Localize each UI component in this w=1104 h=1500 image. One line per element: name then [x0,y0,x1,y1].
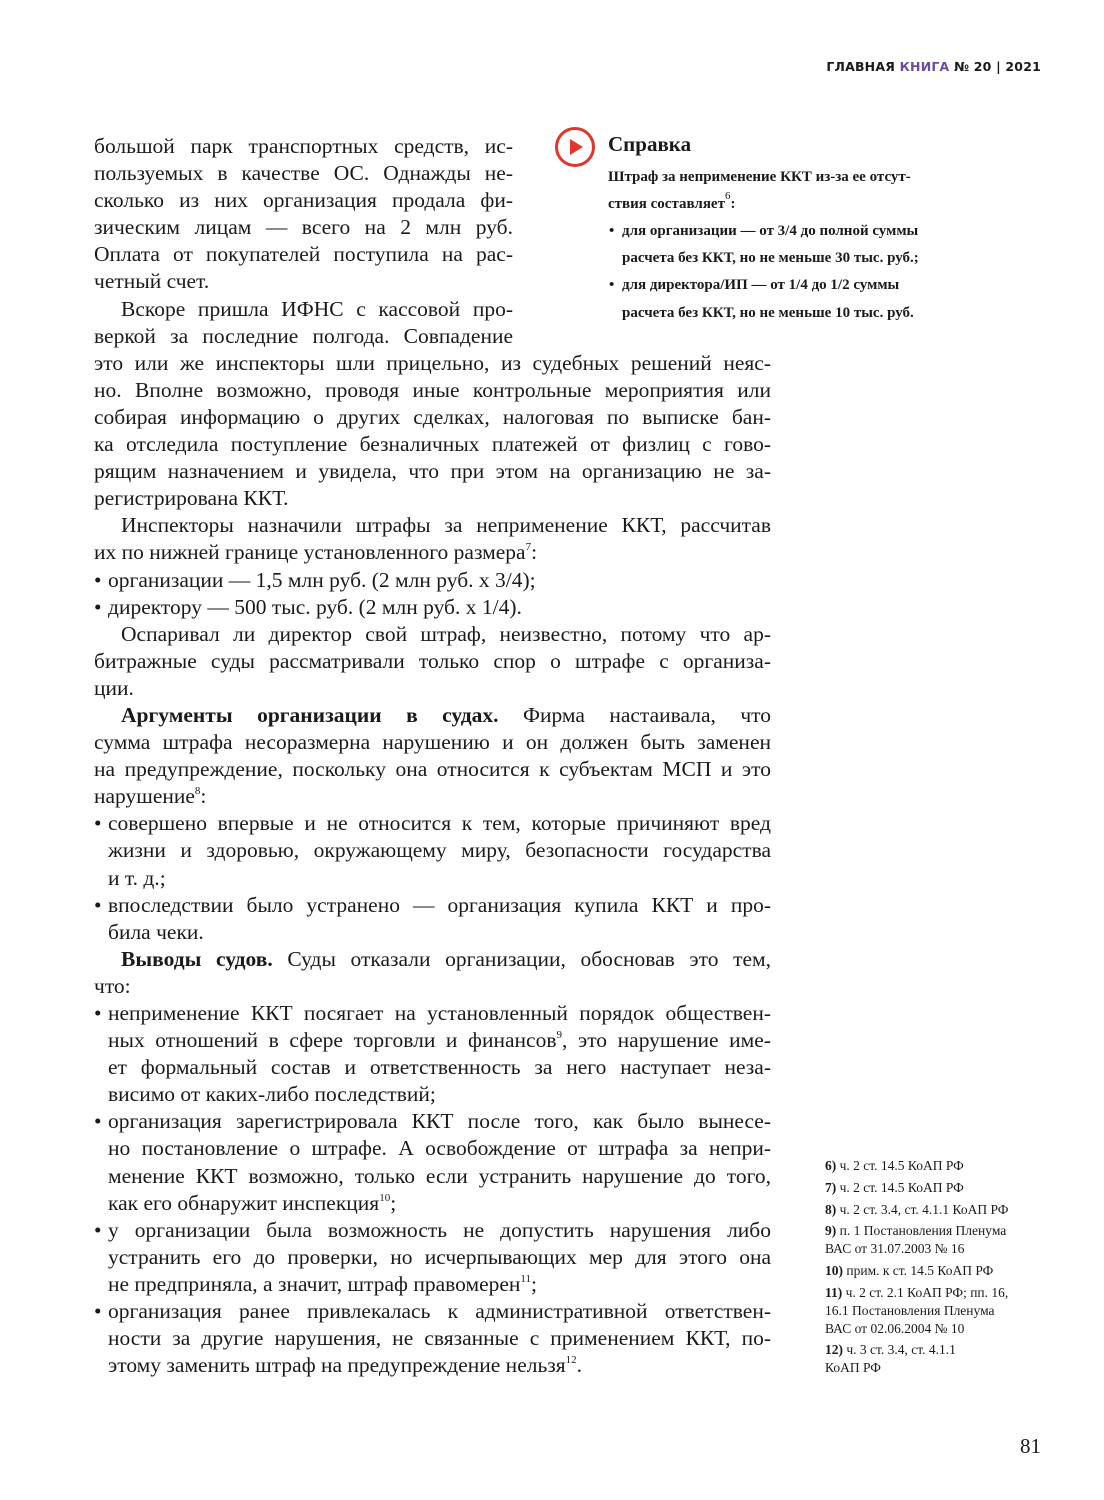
footnote [825,1201,1008,1219]
line-text: ности за другие нарушения, не связанные с применением ККТ, по- [108,1326,771,1351]
footnote [825,1262,993,1280]
reference-bullet [622,275,899,295]
reference-text [608,167,911,187]
footnote [825,1222,1006,1258]
running-header [826,59,1041,74]
line-text: ствия составляет [608,196,725,212]
line-text: Фирма настаивала, что [498,702,771,727]
footnote [825,1157,964,1175]
bold-lead: Аргументы организации в судах. [121,702,499,727]
footnote-number: 7) [825,1180,837,1195]
text-line [94,648,771,675]
line-text: что: [94,973,131,998]
play-circle-icon [555,127,595,167]
footnote-line [825,1179,964,1197]
footnote-number: 6) [825,1158,837,1173]
footnote-number: 11) [825,1285,843,1300]
line-text: организации — 1,5 млн руб. (2 млн руб. x 3/4); [108,567,536,592]
bullet-line [94,1244,771,1271]
footnote-text: ч. 2 ст. 2.1 КоАП РФ; пп. 16, [845,1285,1009,1300]
line-text-tail: ; [390,1190,397,1215]
text-line [94,187,513,214]
line-text: расчета без ККТ, но не меньше 30 тыс. руб.; [622,250,919,266]
bullet-line [94,1000,771,1027]
footnote-text: ч. 3 ст. 3.4, ст. 4.1.1 [846,1342,956,1357]
line-text: пользуемых в качестве ОС. Однажды не- [94,161,513,186]
text-line [94,729,771,756]
bullet-line [94,865,771,892]
line-text: Вскоре пришла ИФНС с кассовой про- [121,296,513,321]
line-text: четный счет. [94,269,210,294]
line-text-tail: : [200,784,207,809]
text-line [94,458,771,485]
page-number: 81 [1020,1434,1041,1458]
footnote-text: п. 1 Постановления Пленума [839,1223,1007,1238]
line-text: ции. [94,675,134,700]
bullet-line [94,1027,771,1054]
line-text: жизни и здоровью, окружающему миру, безопасности государства [108,838,771,863]
footnote-ref: 10 [379,1191,391,1204]
footnote [825,1341,956,1377]
line-text: как его обнаружит инспекция [108,1190,380,1215]
footnote-text: прим. к ст. 14.5 КоАП РФ [846,1263,994,1278]
line-text: и т. д.; [108,865,166,890]
line-text-tail: . [576,1353,583,1378]
line-text: у организации была возможность не допустить нарушения либо [108,1217,771,1242]
reference-bullet [622,303,914,323]
line-text-tail: : [730,196,736,212]
line-text: устранить его до проверки, но исчерпывающих мер для этого она [108,1244,771,1269]
line-text: организация ранее привлекалась к административной ответствен- [108,1299,771,1324]
line-text: висимо от каких-либо последствий; [108,1082,436,1107]
bold-lead: Выводы судов. [121,946,273,971]
line-text: организация зарегистрировала ККТ после того, как было вынесе- [108,1109,771,1134]
bullet-line [94,1217,771,1244]
line-text: их по нижней границе установленного размера [94,540,526,565]
footnote-line [825,1262,993,1280]
text-line [94,268,513,295]
footnote-line [825,1157,964,1175]
brand-part1: ГЛАВНАЯ [826,59,896,74]
bullet-line [94,892,771,919]
line-text: веркой за последние полгода. Совпадение [94,323,513,348]
line-text: Оспаривал ли директор свой штраф, неизвестно, потому что ар- [121,621,771,646]
line-text: для директора/ИП — от 1/4 до 1/2 суммы [622,277,900,293]
line-text: расчета без ККТ, но не меньше 10 тыс. руб. [622,305,914,321]
footnote-line [825,1284,1008,1302]
line-text: но постановление о штрафе. А освобождение от штрафа за непри- [108,1136,771,1161]
footnote-line [825,1341,956,1359]
reference-text [608,190,736,214]
bullet-line [94,1190,771,1217]
text-line [94,485,771,512]
footnote-ref: 8 [194,785,201,798]
text-line [94,702,771,729]
text-line [94,377,771,404]
line-text: Оплата от покупателей поступила на рас- [94,242,513,267]
footnote-ref: 6 [724,190,731,202]
issue-number: № 20 | 2021 [953,59,1041,74]
line-text: совершено впервые и не относится к тем, которые причиняют вред [108,811,771,836]
footnote-ref: 7 [525,541,532,554]
footnote-text: ч. 2 ст. 14.5 КоАП РФ [839,1180,964,1195]
footnote-line: КоАП РФ [825,1360,881,1375]
footnote-ref: 12 [565,1354,577,1367]
footnote-text: ч. 2 ст. 14.5 КоАП РФ [839,1158,964,1173]
text-line [94,973,771,1000]
line-text: рящим назначением и увидела, что при этом на организацию не за- [94,459,771,484]
line-text: этому заменить штраф на предупреждение нельзя [108,1353,566,1378]
bullet-line [94,1325,771,1352]
line-text: собирая информацию о других сделках, налоговая по выписке бан- [94,404,771,429]
line-text: сумма штрафа несоразмерна нарушению и он должен быть заменен [94,730,771,755]
text-line [94,214,513,241]
bullet-line [94,1054,771,1081]
footnote-number: 8) [825,1202,837,1217]
text-line [94,756,771,783]
line-text: Суды отказали организации, обосновав это тем, [272,946,771,971]
footnote [825,1284,1008,1338]
bullet-line [94,594,771,621]
bullet-line [94,1081,771,1108]
reference-title: Справка [608,132,692,156]
line-text: для организации — от 3/4 до полной суммы [622,223,919,239]
brand-part2: КНИГА [899,59,950,74]
bullet-line [94,810,771,837]
footnote-line: ВАС от 02.06.2004 № 10 [825,1321,965,1336]
text-line [94,323,513,350]
line-text: менение ККТ возможно, только если устранить нарушение до того, [108,1163,771,1188]
reference-bullet [622,221,918,241]
footnote-line: ВАС от 31.07.2003 № 16 [825,1241,965,1256]
footnote-line [825,1201,1008,1219]
bullet-line [94,1352,771,1379]
bullet-line [94,1271,771,1298]
line-text-tail: ; [531,1271,537,1296]
footnote-text: ч. 2 ст. 3.4, ст. 4.1.1 КоАП РФ [839,1202,1009,1217]
text-line [94,675,771,702]
footnote-number: 10) [825,1263,843,1278]
line-text: Штраф за неприменение ККТ из-за ее отсут- [608,169,911,185]
line-text: ка отследила поступление безналичных платежей от физлиц с гово- [94,432,771,457]
text-line [94,946,771,973]
bullet-line [94,919,771,946]
line-text: нарушение [94,784,195,809]
footnote [825,1179,964,1197]
line-text: ет формальный состав и ответственность за него наступает неза- [108,1055,771,1080]
line-text-tail: , это нарушение име- [561,1028,771,1053]
footnote-number: 12) [825,1342,843,1357]
text-line [94,133,513,160]
text-line [94,512,771,539]
text-line [94,431,771,458]
footnote-ref: 11 [520,1272,531,1285]
text-line [94,160,513,187]
line-text: зическим лицам — всего на 2 млн руб. [94,215,513,240]
footnote-number: 9) [825,1223,837,1238]
line-text: Инспекторы назначили штрафы за неприменение ККТ, рассчитав [121,513,771,538]
line-text: это или же инспекторы шли прицельно, из судебных решений неяс- [94,350,771,375]
line-text: но. Вполне возможно, проводя иные контрольные мероприятия или [94,377,771,402]
text-line [94,539,771,566]
text-line [94,296,513,323]
line-text: директору — 500 тыс. руб. (2 млн руб. x 1/4). [108,594,522,619]
bullet-line [94,1163,771,1190]
line-text: сколько из них организация продала фи- [94,188,513,213]
line-text: впоследствии было устранено — организация купила ККТ и про- [108,892,771,917]
bullet-line [94,1135,771,1162]
footnote-line [825,1222,1006,1240]
text-line [94,783,771,810]
line-text-tail: : [531,540,538,565]
line-text: ных отношений в сфере торговли и финансов [108,1028,557,1053]
line-text: не предприняла, а значит, штраф правомерен [108,1271,521,1296]
text-line [94,404,771,431]
bullet-line [94,1298,771,1325]
line-text: неприменение ККТ посягает на установленный порядок обществен- [108,1001,771,1025]
line-text: регистрирована ККТ. [94,486,289,511]
reference-bullet [622,248,919,268]
line-text: большой парк транспортных средств, ис- [94,134,513,158]
text-line [94,350,771,377]
line-text: битражные суды рассматривали только спор о штрафе с организа- [94,648,771,673]
bullet-line [94,837,771,864]
line-text: на предупреждение, поскольку она относится к субъектам МСП и это [94,757,771,782]
bullet-line [94,567,771,594]
line-text: била чеки. [108,919,204,944]
text-line [94,241,513,268]
footnote-line: 16.1 Постановления Пленума [825,1303,995,1318]
bullet-line [94,1108,771,1135]
footnote-ref: 9 [556,1029,562,1042]
text-line [94,621,771,648]
